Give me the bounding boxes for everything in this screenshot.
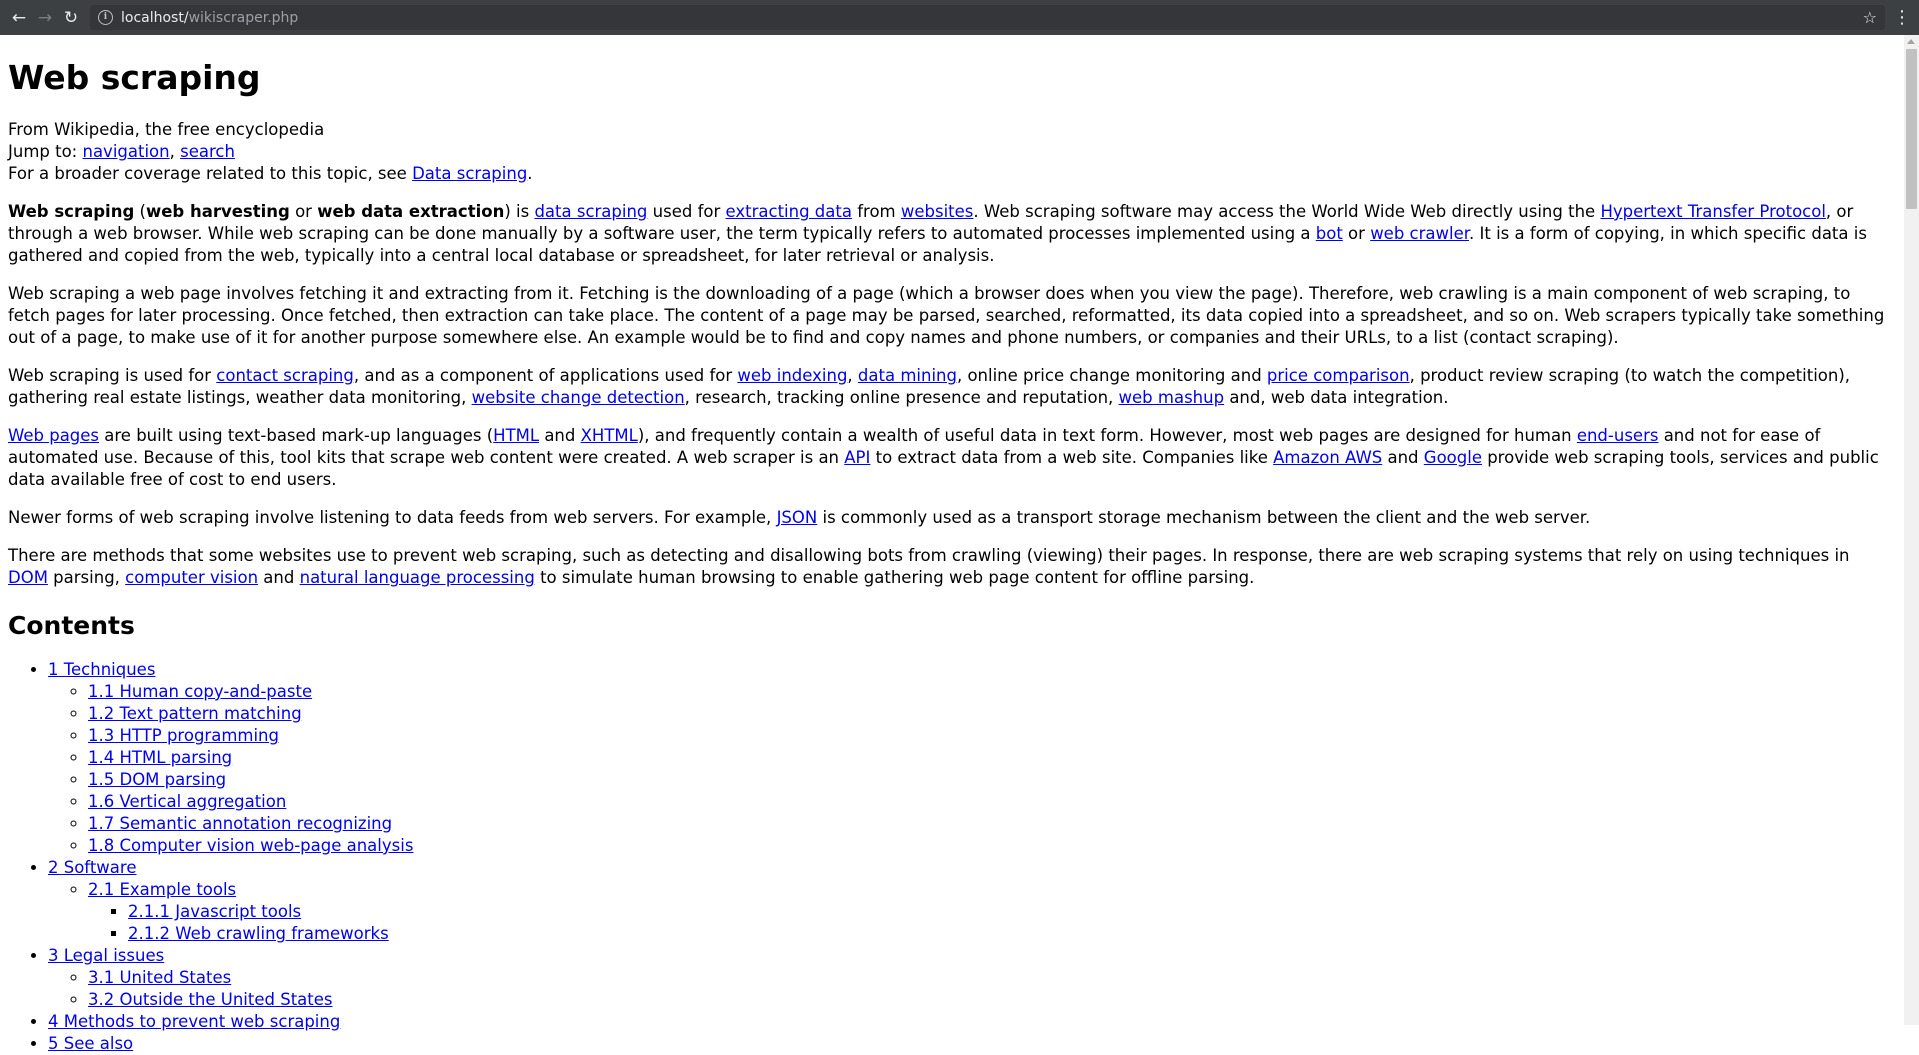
link-websites[interactable]: websites (900, 202, 974, 221)
link-web-mashup[interactable]: web mashup (1118, 388, 1225, 407)
forward-arrow-icon[interactable]: → (37, 7, 53, 28)
data-scraping-hatnote-link[interactable]: Data scraping (412, 164, 528, 183)
page-title: Web scraping (8, 58, 261, 97)
toc-link-united-states[interactable]: 3.1 United States (88, 968, 232, 987)
toc-item (128, 901, 1893, 923)
page-viewport (0, 35, 1919, 1053)
toc-link-methods-prevent[interactable]: 4 Methods to prevent web scraping (48, 1012, 341, 1031)
bookmark-star-icon[interactable]: ☆ (1862, 8, 1877, 27)
scroll-up-arrow-icon[interactable] (1907, 39, 1915, 44)
address-bar[interactable] (90, 5, 1885, 30)
toc-item (88, 703, 1893, 725)
toc-link-http-programming[interactable]: 1.3 HTTP programming (88, 726, 279, 745)
intro-paragraph-3: Web scraping is used for contact scraping, and as a component of applications used for web indexing, data mining, online price change monitoring and price comparison, product review scraping (to watch the competition), gathering real estate listings, weather data monitoring, website change detection, research, tracking online presence and reputation, web mashup and, web data integration. (8, 366, 1851, 407)
jump-to-line: Jump to: navigation, search (8, 142, 235, 161)
link-end-users[interactable]: end-users (1576, 426, 1659, 445)
toc-link-web-crawling-frameworks[interactable]: 2.1.2 Web crawling frameworks (128, 924, 389, 943)
toc-item (88, 747, 1893, 769)
link-contact-scraping[interactable]: contact scraping (216, 366, 354, 385)
link-data-mining[interactable]: data mining (857, 366, 957, 385)
toc-link-text-pattern-matching[interactable]: 1.2 Text pattern matching (88, 704, 302, 723)
toc-link-computer-vision-analysis[interactable]: 1.8 Computer vision web-page analysis (88, 836, 414, 855)
link-price-comparison[interactable]: price comparison (1266, 366, 1410, 385)
toc-link-legal-issues[interactable]: 3 Legal issues (48, 946, 165, 965)
link-google[interactable]: Google (1423, 448, 1482, 467)
link-web-pages[interactable]: Web pages (8, 426, 100, 445)
toc-item (88, 681, 1893, 703)
toc-item (48, 1033, 1893, 1055)
back-arrow-icon[interactable]: ← (11, 7, 27, 28)
toc-link-see-also[interactable]: 5 See also (48, 1034, 134, 1053)
link-web-crawler[interactable]: web crawler (1370, 224, 1470, 243)
toc-item (88, 791, 1893, 813)
toc-item (48, 1011, 1893, 1033)
link-json[interactable]: JSON (776, 508, 818, 527)
url-text[interactable]: localhost/wikiscraper.php (121, 9, 299, 26)
hatnote: For a broader coverage related to this topic, see Data scraping. (8, 164, 533, 183)
toc-link-javascript-tools[interactable]: 2.1.1 Javascript tools (128, 902, 302, 921)
jump-search-link[interactable]: search (180, 142, 235, 161)
link-bot[interactable]: bot (1315, 224, 1343, 243)
toc-link-outside-us[interactable]: 3.2 Outside the United States (88, 990, 333, 1009)
toc-item (48, 659, 1893, 857)
intro-paragraph-5: Newer forms of web scraping involve listening to data feeds from web servers. For example, JSON is commonly used as a transport storage mechanism between the client and the web server. (8, 508, 1591, 527)
toc-item (88, 813, 1893, 835)
toc-link-dom-parsing[interactable]: 1.5 DOM parsing (88, 770, 227, 789)
toc-item (48, 945, 1893, 1011)
toc-link-techniques[interactable]: 1 Techniques (48, 660, 156, 679)
toc-link-human-copy-paste[interactable]: 1.1 Human copy-and-paste (88, 682, 313, 701)
scrollbar-thumb[interactable] (1906, 49, 1917, 209)
article-content (8, 35, 1893, 1055)
intro-paragraph-6: There are methods that some websites use to prevent web scraping, such as detecting and disallowing bots from crawling (viewing) their pages. In response, there are web scraping systems that rely on using techniques in DOM parsing, computer vision and natural language processing to simulate human browsing to enable gathering web page content for offline parsing. (8, 546, 1850, 587)
toc-item (88, 989, 1893, 1011)
toc-link-software[interactable]: 2 Software (48, 858, 137, 877)
toc-link-example-tools[interactable]: 2.1 Example tools (88, 880, 237, 899)
jump-navigation-link[interactable]: navigation (82, 142, 170, 161)
reload-icon[interactable]: ↻ (63, 7, 79, 28)
toc-item (88, 769, 1893, 791)
link-dom[interactable]: DOM (8, 568, 48, 587)
vertical-scrollbar[interactable] (1904, 35, 1919, 1025)
link-http[interactable]: Hypertext Transfer Protocol (1600, 202, 1826, 221)
toc-link-semantic-annotation[interactable]: 1.7 Semantic annotation recognizing (88, 814, 393, 833)
toc-link-html-parsing[interactable]: 1.4 HTML parsing (88, 748, 233, 767)
toc-item (88, 835, 1893, 857)
toc-item (88, 725, 1893, 747)
link-nlp[interactable]: natural language processing (299, 568, 535, 587)
link-web-indexing[interactable]: web indexing (737, 366, 848, 385)
link-amazon-aws[interactable]: Amazon AWS (1273, 448, 1383, 467)
site-info-icon[interactable]: i (98, 10, 113, 25)
toc-item (128, 923, 1893, 945)
intro-paragraph-1: Web scraping (web harvesting or web data extraction) is data scraping used for extracting data from websites. Web scraping software may access the World Wide Web directly using the Hypertext Transfer Protocol, or through a web browser. While web scraping can be done manually by a software user, the term typically refers to automated processes implemented using a bot or web crawler. It is a form of copying, in which specific data is gathered and copied from the web, typically into a central local database or spreadsheet, for later retrieval or analysis. (8, 202, 1867, 265)
link-html[interactable]: HTML (493, 426, 540, 445)
toc-item (88, 879, 1893, 945)
link-api[interactable]: API (844, 448, 871, 467)
link-website-change-detection[interactable]: website change detection (471, 388, 685, 407)
browser-menu-icon[interactable]: ⋮ (1893, 7, 1911, 28)
table-of-contents (8, 659, 1893, 1055)
intro-paragraph-4: Web pages are built using text-based mark-up languages (HTML and XHTML), and frequently contain a wealth of useful data in text form. However, most web pages are designed for human end-users and not for ease of automated use. Because of this, tool kits that scrape web content were created. A web scraper is an API to extract data from a web site. Companies like Amazon AWS and Google provide web scraping tools, services and public data available free of cost to end users. (8, 426, 1879, 489)
intro-paragraph-2: Web scraping a web page involves fetching it and extracting from it. Fetching is the downloading of a page (which a browser does when you view the page). Therefore, web crawling is a main component of web scraping, to fetch pages for later processing. Once fetched, then extraction can take place. The content of a page may be parsed, searched, reformatted, its data copied into a spreadsheet, and so on. Web scrapers typically take something out of a page, to make use of it for another purpose somewhere else. An example would be to find and copy names and phone numbers, or companies and their URLs, to a list (contact scraping). (8, 284, 1885, 347)
link-extracting-data[interactable]: extracting data (725, 202, 852, 221)
link-xhtml[interactable]: XHTML (580, 426, 638, 445)
toc-item (88, 967, 1893, 989)
toc-link-vertical-aggregation[interactable]: 1.6 Vertical aggregation (88, 792, 287, 811)
link-data-scraping[interactable]: data scraping (534, 202, 648, 221)
article-meta (8, 119, 1893, 185)
contents-heading: Contents (8, 611, 135, 640)
from-line: From Wikipedia, the free encyclopedia (8, 120, 325, 139)
link-computer-vision[interactable]: computer vision (125, 568, 259, 587)
toc-item (48, 857, 1893, 945)
browser-toolbar (0, 0, 1919, 35)
